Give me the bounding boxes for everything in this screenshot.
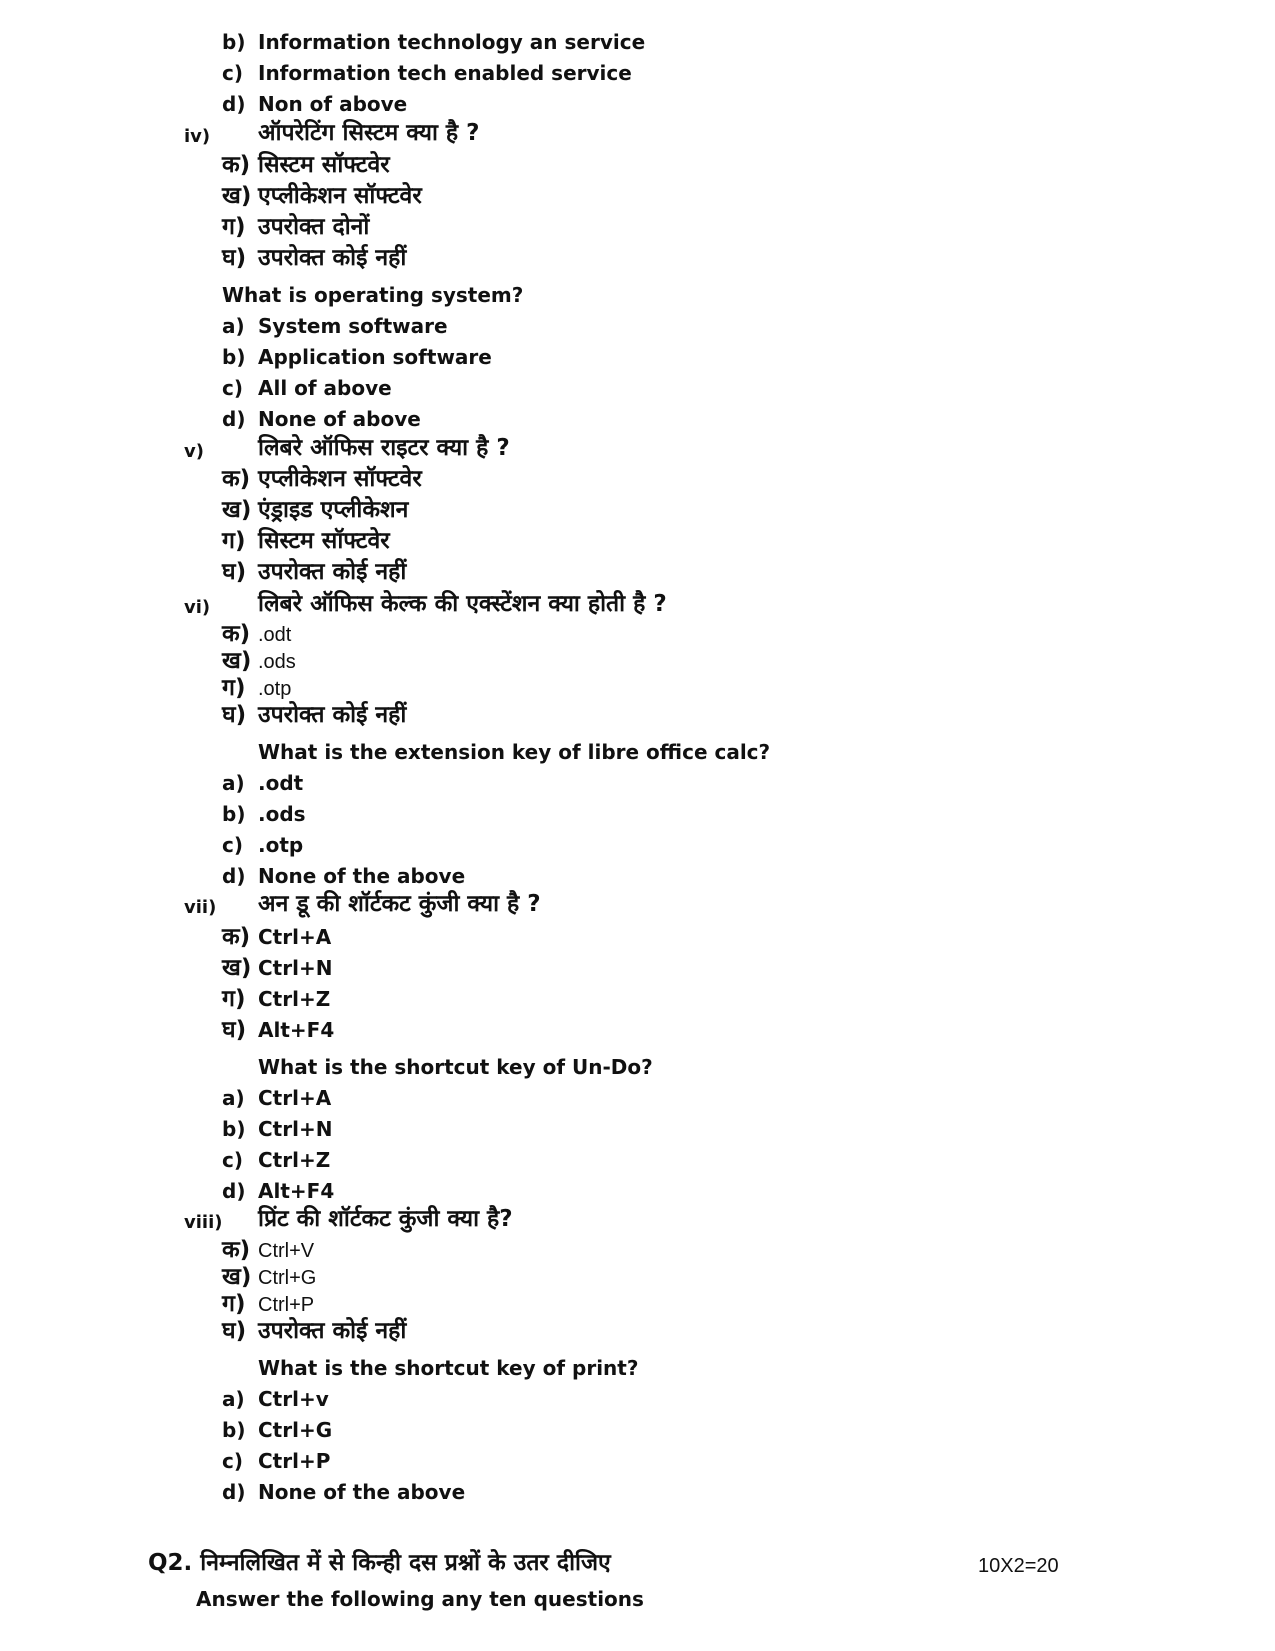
option-line: c) .otp	[222, 833, 304, 857]
option-line: ग) .otp	[222, 675, 292, 701]
option-line: b) Application software	[222, 345, 492, 369]
option-line: क) .odt	[222, 621, 292, 647]
option-line: d) Alt+F4	[222, 1179, 335, 1203]
question-number: vi)	[184, 597, 211, 618]
option-line: ग) सिस्टम सॉफ्टवेर	[222, 528, 390, 554]
question-text: ऑपरेटिंग सिस्टम क्या है ?	[258, 120, 480, 146]
option-line: घ) उपरोक्त कोई नहीं	[222, 245, 407, 271]
option-line: a) .odt	[222, 771, 304, 795]
option-line: क) Ctrl+A	[222, 924, 332, 950]
option-line: b) Ctrl+N	[222, 1117, 333, 1141]
option-line: घ) Alt+F4	[222, 1017, 335, 1043]
option-line: ख) एप्लीकेशन सॉफ्टवेर	[222, 183, 422, 209]
option-line: d) None of above	[222, 407, 421, 431]
option-line: ख) .ods	[222, 648, 296, 674]
option-line: b) Information technology an service	[222, 30, 646, 54]
section-subtitle: Answer the following any ten questions	[196, 1587, 644, 1611]
option-line: a) Ctrl+A	[222, 1086, 332, 1110]
question-number: viii)	[184, 1212, 223, 1233]
section-heading-q2: Q2. निम्नलिखित में से किन्ही दस प्रश्नों के उतर दीजिए	[148, 1550, 611, 1576]
option-line: d) None of the above	[222, 1480, 466, 1504]
option-line: घ) उपरोक्त कोई नहीं	[222, 702, 407, 728]
question-text-english: What is the extension key of libre office calc?	[258, 740, 771, 764]
question-number: iv)	[184, 126, 211, 147]
question-text: लिबरे ऑफिस केल्क की एक्स्टेंशन क्या होती है ?	[258, 591, 667, 617]
option-line: क) सिस्टम सॉफ्टवेर	[222, 152, 390, 178]
question-text-english: What is the shortcut key of print?	[258, 1356, 639, 1380]
option-line: a) Ctrl+v	[222, 1387, 329, 1411]
question-text: अन डू की शॉर्टकट कुंजी क्या है ?	[258, 891, 541, 917]
question-text: प्रिंट की शॉर्टकट कुंजी क्या है?	[258, 1206, 513, 1232]
question-text-english: What is operating system?	[222, 283, 524, 307]
option-line: क) एप्लीकेशन सॉफ्टवेर	[222, 466, 422, 492]
question-number: vii)	[184, 897, 217, 918]
option-line: क) Ctrl+V	[222, 1237, 315, 1263]
option-line: घ) उपरोक्त कोई नहीं	[222, 1318, 407, 1344]
option-line: घ) उपरोक्त कोई नहीं	[222, 559, 407, 585]
option-line: c) Ctrl+P	[222, 1449, 331, 1473]
option-line: ग) उपरोक्त दोनों	[222, 214, 370, 240]
option-line: ख) Ctrl+N	[222, 955, 333, 981]
option-line: ख) एंड्राइड एप्लीकेशन	[222, 497, 409, 523]
option-line: d) Non of above	[222, 92, 408, 116]
option-line: c) Ctrl+Z	[222, 1148, 331, 1172]
question-number: v)	[184, 441, 204, 462]
option-line: a) System software	[222, 314, 448, 338]
option-line: b) .ods	[222, 802, 306, 826]
option-line: b) Ctrl+G	[222, 1418, 333, 1442]
option-line: c) All of above	[222, 376, 392, 400]
question-text: लिबरे ऑफिस राइटर क्या है ?	[258, 435, 510, 461]
question-text-english: What is the shortcut key of Un-Do?	[258, 1055, 653, 1079]
option-line: ख) Ctrl+G	[222, 1264, 317, 1290]
marks-label: 10X2=20	[978, 1555, 1059, 1577]
option-line: d) None of the above	[222, 864, 466, 888]
option-line: c) Information tech enabled service	[222, 61, 632, 85]
option-line: ग) Ctrl+Z	[222, 986, 331, 1012]
option-line: ग) Ctrl+P	[222, 1291, 315, 1317]
